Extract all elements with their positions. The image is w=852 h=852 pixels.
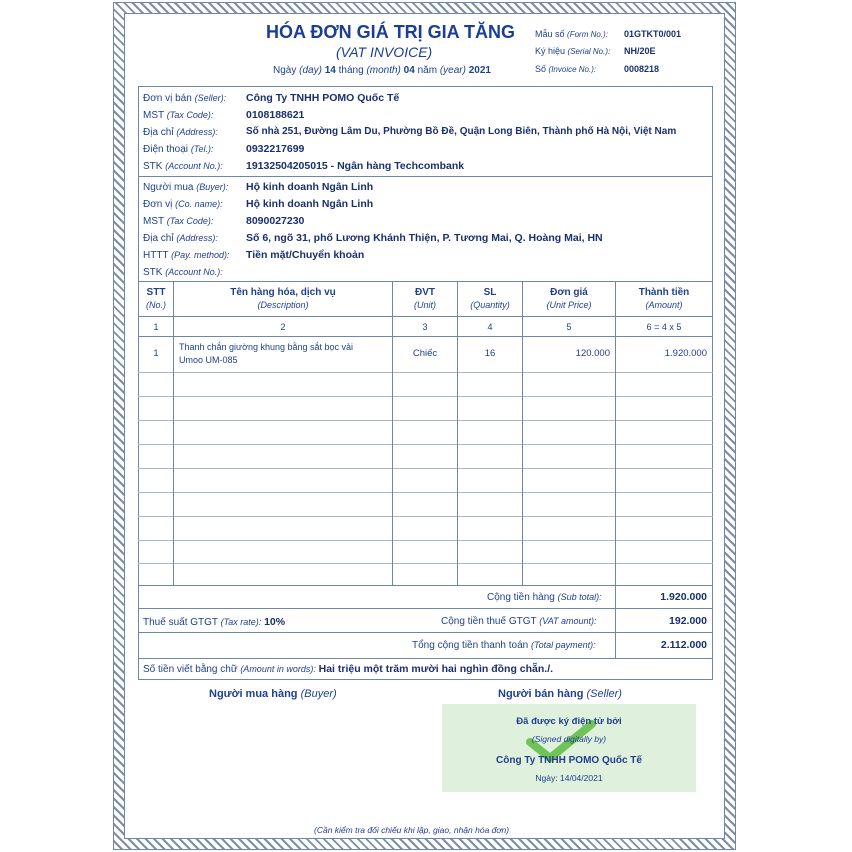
col-num-5: 5 [566, 322, 572, 332]
vat-divider [138, 632, 713, 633]
th-amount: Thành tiền (Amount) [638, 287, 690, 310]
row-separator [138, 563, 713, 564]
buyer-signature-label: Người mua hàng (Buyer) [209, 688, 337, 700]
date-month-label: tháng [338, 65, 364, 76]
col-num-4: 4 [487, 322, 493, 332]
row-description-line2: Umoo UM-085 [179, 355, 238, 365]
row-separator [138, 372, 713, 373]
header-divider [138, 316, 713, 317]
buyer-address: Số 6, ngõ 31, phố Lương Khánh Thiện, P. Tương Mai, Q. Hoàng Mai, HN [246, 232, 603, 244]
signed-text: Đã được ký điện tử bởi [516, 716, 622, 727]
buyer-company: Hộ kinh doanh Ngân Linh [246, 198, 374, 210]
seller-account: 19132504205015 - Ngân hàng Techcombank [246, 160, 465, 172]
form-no-value: 01GTKT0/001 [624, 29, 682, 39]
buyer-tax: 8090027230 [246, 215, 305, 227]
date-year-label-en: (year) [439, 65, 466, 76]
date-day: 14 [324, 65, 336, 76]
date-day-label-en: (day) [299, 65, 322, 76]
buyer-label: Người mua (Buyer): [143, 182, 229, 193]
vat-value: 192.000 [669, 615, 707, 627]
footer-note: (Cần kiểm tra đối chiếu khi lập, giao, nhận hóa đơn) [314, 825, 510, 835]
th-description: Tên hàng hóa, dịch vụ (Description) [230, 287, 336, 310]
row-amount: 1.920.000 [664, 348, 707, 359]
form-no-label: Mẫu số (Form No.): [535, 29, 608, 39]
date-month-label-en: (month) [366, 65, 401, 76]
col-num-2: 2 [280, 322, 286, 332]
invoice-no-value: 0008218 [624, 64, 660, 74]
col-num-6: 6 = 4 x 5 [646, 322, 682, 332]
col-line-1 [173, 281, 174, 585]
buyer-name: Hộ kinh doanh Ngân Linh [246, 181, 374, 193]
col-num-3: 3 [422, 322, 428, 332]
date-month: 04 [403, 65, 415, 76]
row-separator [138, 444, 713, 445]
th-unit-price: Đơn giá (Unit Price) [546, 287, 592, 310]
seller-phone: 0932217699 [246, 143, 305, 155]
signed-text-en: (Signed digitally by) [531, 734, 607, 744]
date-year: 2021 [468, 65, 491, 76]
col-num-1: 1 [153, 322, 159, 332]
seller-account-label: STK (Account No.): [143, 161, 223, 172]
serial-no-value: NH/20E [624, 46, 656, 56]
seller-tax-label: MST (Tax Code): [143, 110, 214, 121]
subtotal-value: 1.920.000 [660, 591, 707, 603]
seller-divider [138, 176, 713, 177]
seller-name: Công Ty TNHH POMO Quốc Tế [246, 92, 400, 104]
serial-no-label: Ký hiệu (Serial No.): [535, 46, 611, 56]
invoice-subtitle: (VAT INVOICE) [336, 44, 433, 60]
invoice-no-label: Số (Invoice No.): [535, 64, 597, 74]
col-line-3 [457, 281, 458, 585]
row-separator [138, 516, 713, 517]
row-quantity: 16 [484, 348, 496, 359]
seller-tax: 0108188621 [246, 109, 305, 121]
th-quantity: SL (Quantity) [470, 287, 510, 310]
digital-signature-box [442, 704, 696, 792]
date-year-label: năm [417, 65, 438, 76]
buyer-pay: Tiền mặt/Chuyển khoản [246, 249, 365, 261]
col-line-5 [615, 281, 616, 659]
col-line-2 [392, 281, 393, 585]
seller-signature-label: Người bán hàng (Seller) [498, 688, 622, 700]
col-line-4 [522, 281, 523, 585]
buyer-address-label: Địa chỉ (Address): [143, 233, 218, 244]
row-unit: Chiếc [412, 348, 438, 359]
total-label: Tổng cộng tiền thanh toán (Total payment): [412, 640, 596, 651]
row-separator [138, 492, 713, 493]
colnum-divider [138, 336, 713, 337]
subtotal-label: Cộng tiền hàng (Sub total): [487, 592, 602, 603]
words-value: Hai triệu một trăm mười hai nghìn đồng chẵn./. [318, 663, 554, 675]
row-separator [138, 468, 713, 469]
row-unit-price: 120.000 [575, 348, 610, 359]
seller-address: Số nhà 251, Đường Lâm Du, Phường Bồ Đề, Quận Long Biên, Thành phố Hà Nội, Việt Nam [246, 126, 677, 137]
row-no: 1 [153, 348, 159, 359]
total-divider [138, 658, 713, 659]
th-no: STT (No.) [146, 287, 166, 310]
row-separator [138, 420, 713, 421]
table-bottom [138, 585, 713, 586]
date-day-label: Ngày [273, 65, 297, 76]
tax-rate-label: Thuế suất GTGT (Tax rate): 10% [143, 616, 286, 628]
invoice-title: HÓA ĐƠN GIÁ TRỊ GIA TĂNG [266, 22, 516, 42]
seller-phone-label: Điện thoại (Tel.): [143, 144, 214, 155]
buyer-divider [138, 281, 713, 282]
buyer-company-label: Đơn vị (Co. name): [143, 199, 223, 210]
subtotal-divider [138, 608, 713, 609]
seller-address-label: Địa chỉ (Address): [143, 127, 218, 138]
total-value: 2.112.000 [660, 639, 707, 651]
signed-date: Ngày: 14/04/2021 [535, 773, 603, 783]
signed-by: Công Ty TNHH POMO Quốc Tế [496, 755, 642, 766]
seller-name-label: Đơn vị bán (Seller): [143, 93, 227, 104]
row-separator [138, 396, 713, 397]
invoice-date [273, 65, 491, 76]
buyer-account-label: STK (Account No.): [143, 267, 223, 278]
vat-label: Cộng tiền thuế GTGT (VAT amount): [441, 616, 597, 627]
th-unit: ĐVT (Unit) [414, 287, 436, 310]
row-description-line1: Thanh chắn giường khung bằng sắt bọc vải [179, 342, 354, 352]
buyer-tax-label: MST (Tax Code): [143, 216, 214, 227]
words-label: Số tiền viết bằng chữ (Amount in words): Hai triệu một trăm mười hai nghìn đồng chẵn./. [143, 663, 554, 675]
buyer-pay-label: HTTT (Pay. method): [143, 250, 230, 261]
row-separator [138, 540, 713, 541]
tax-rate-value: 10% [264, 616, 286, 628]
